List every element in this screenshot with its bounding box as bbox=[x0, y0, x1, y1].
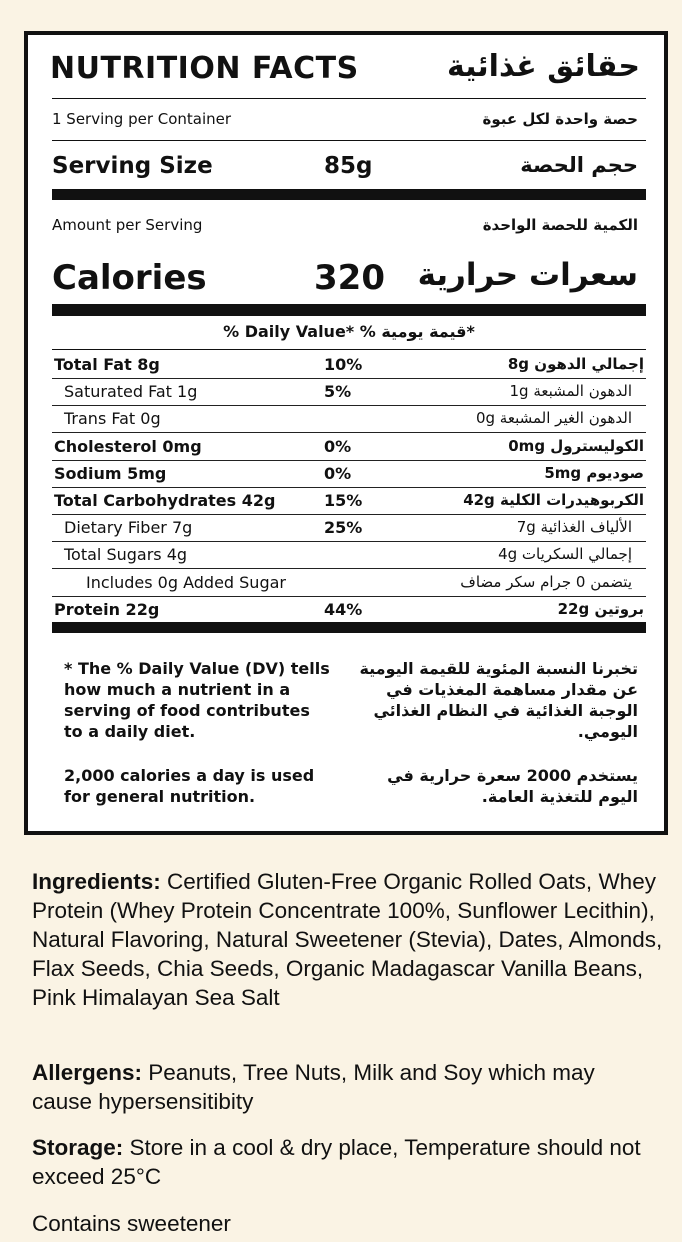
nutrient-daily-value: 25% bbox=[324, 518, 363, 538]
nutrient-daily-value: 10% bbox=[324, 355, 363, 374]
nutrient-row bbox=[52, 433, 646, 461]
nutrient-row bbox=[52, 405, 646, 433]
ingredients-text: Certified Gluten-Free Organic Rolled Oats, Whey Protein (Whey Protein Concentrate 100%, Sunflower Lecithin), Natural Flavoring, Natural Sweetener (Stevia), Dates, Almonds, Flax Seeds, Chia Seeds, Organic Madagascar Vanilla Beans, Pink Himalayan Sea Salt bbox=[32, 869, 663, 1010]
nutrient-label-ar: بروتين 22g bbox=[557, 599, 644, 618]
storage-section bbox=[32, 1133, 642, 1191]
calorie-note-ar: يستخدم 2000 سعرة حرارية في اليوم للتغذية العامة. bbox=[387, 766, 638, 806]
nutrient-label: Dietary Fiber 7g bbox=[64, 518, 193, 538]
nutrient-row bbox=[52, 569, 646, 597]
nutrition-facts-title-ar: حقائق غذائية bbox=[446, 49, 640, 84]
daily-value-header: % Daily Value* % قيمة يومية* bbox=[223, 322, 475, 341]
amount-per-serving: Amount per Serving bbox=[52, 216, 203, 234]
nutrient-label: Saturated Fat 1g bbox=[64, 382, 198, 402]
nutrient-label: Cholesterol 0mg bbox=[54, 436, 202, 456]
nutrient-label-ar: الكربوهيدرات الكلية 42g bbox=[463, 491, 644, 509]
nutrient-label-ar: الكوليسترول 0mg bbox=[508, 436, 644, 455]
nutrient-daily-value: 0% bbox=[324, 436, 352, 456]
thick-divider bbox=[52, 622, 646, 633]
nutrient-label: Trans Fat 0g bbox=[64, 409, 161, 429]
serving-size-label-ar: حجم الحصة bbox=[520, 153, 638, 177]
servings-per-container-ar: حصة واحدة لكل عبوة bbox=[482, 110, 638, 128]
daily-value-note-ar: تخبرنا النسبة المئوية للقيمة اليومية عن مقدار مساهمة المغذيات في الوجبة الغذائية في النظام الغذائي اليومي. bbox=[359, 659, 638, 741]
calorie-note: 2,000 calories a day is used for general nutrition. bbox=[64, 766, 315, 806]
daily-value-note: * The % Daily Value (DV) tells how much a nutrient in a serving of food contributes to a daily diet. bbox=[64, 659, 330, 741]
nutrient-label: Total Fat 8g bbox=[54, 355, 160, 374]
nutrition-facts-panel bbox=[24, 31, 668, 835]
nutrient-label: Sodium 5mg bbox=[54, 463, 167, 483]
storage-text: Store in a cool & dry place, Temperature should not exceed 25°C bbox=[32, 1135, 641, 1189]
nutrient-label-ar: إجمالي الدهون 8g bbox=[507, 355, 644, 373]
servings-per-container: 1 Serving per Container bbox=[52, 110, 232, 128]
storage-label: Storage: bbox=[32, 1135, 124, 1160]
allergens-section bbox=[32, 1058, 632, 1116]
nutrition-facts-title: NUTRITION FACTS bbox=[50, 51, 359, 86]
nutrient-row bbox=[52, 487, 646, 515]
thick-divider bbox=[52, 304, 646, 316]
nutrient-label-ar: إجمالي السكريات 4g bbox=[498, 545, 632, 564]
divider bbox=[52, 349, 646, 350]
ingredients-label: Ingredients: bbox=[32, 869, 161, 894]
nutrient-label: Includes 0g Added Sugar bbox=[86, 572, 286, 592]
nutrient-row bbox=[52, 460, 646, 488]
nutrient-label-ar: صوديوم 5mg bbox=[544, 463, 644, 482]
serving-size-label: Serving Size bbox=[52, 153, 213, 179]
calories-value: 320 bbox=[314, 258, 385, 298]
divider bbox=[52, 140, 646, 141]
allergens-label: Allergens: bbox=[32, 1060, 143, 1085]
thick-divider bbox=[52, 189, 646, 200]
nutrient-row bbox=[52, 351, 646, 379]
nutrient-label: Total Sugars 4g bbox=[64, 545, 188, 565]
nutrient-row bbox=[52, 514, 646, 542]
nutrient-daily-value: 0% bbox=[324, 463, 352, 483]
nutrient-label: Total Carbohydrates 42g bbox=[54, 491, 276, 510]
ingredients-section bbox=[32, 867, 672, 1012]
contains-sweetener: Contains sweetener bbox=[32, 1211, 231, 1236]
nutrient-daily-value: 5% bbox=[324, 382, 352, 402]
calories-label: Calories bbox=[52, 258, 207, 298]
nutrient-label-ar: الدهون الغير المشبعة 0g bbox=[475, 409, 632, 428]
nutrient-label-ar: الدهون المشبعة 1g bbox=[509, 382, 632, 401]
nutrient-label-ar: الألياف الغذائية 7g bbox=[516, 518, 632, 537]
amount-per-serving-ar: الكمية للحصة الواحدة bbox=[482, 216, 638, 234]
nutrient-daily-value: 15% bbox=[324, 491, 363, 510]
divider bbox=[52, 98, 646, 99]
nutrient-row bbox=[52, 541, 646, 569]
nutrient-label-ar: يتضمن 0 جرام سكر مضاف bbox=[460, 572, 632, 591]
nutrient-row bbox=[52, 596, 646, 624]
allergens-text: Peanuts, Tree Nuts, Milk and Soy which may cause hypersensitibity bbox=[32, 1060, 595, 1114]
nutrient-daily-value: 44% bbox=[324, 599, 363, 619]
serving-size-value: 85g bbox=[324, 153, 373, 179]
nutrient-row bbox=[52, 378, 646, 406]
calories-label-ar: سعرات حرارية bbox=[417, 257, 638, 293]
nutrient-label: Protein 22g bbox=[54, 599, 160, 619]
